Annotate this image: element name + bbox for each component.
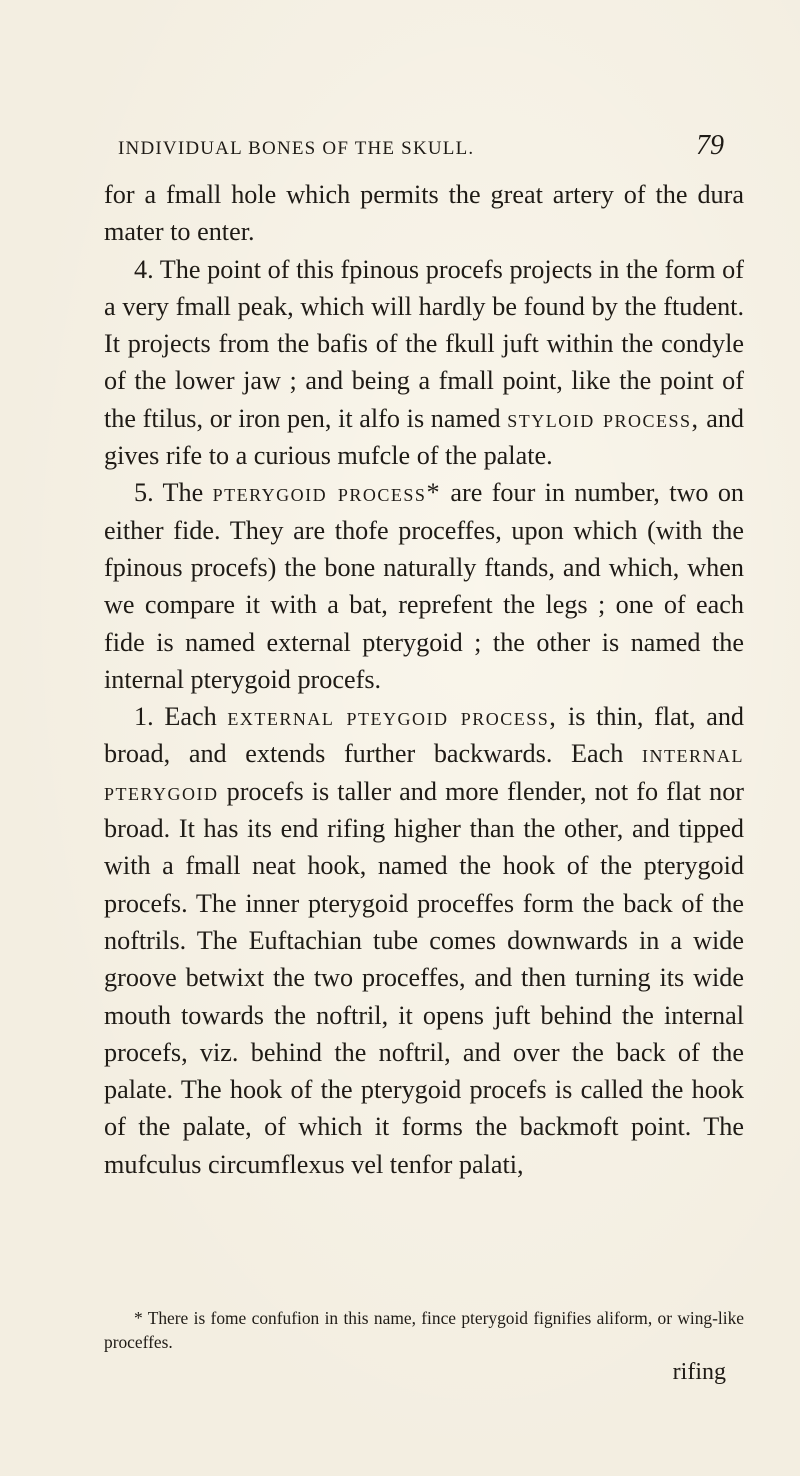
paragraph-3-start: 5. The bbox=[134, 478, 204, 508]
paragraph-external-internal bbox=[104, 698, 744, 1183]
paragraph-1-text: for a fmall hole which permits the great artery of the dura mater to enter. bbox=[104, 180, 744, 247]
paragraph-4-start: 1. Each bbox=[134, 702, 217, 732]
page-number: 79 bbox=[696, 130, 724, 161]
body-text bbox=[104, 176, 744, 1183]
term-styloid-process: styloid process, bbox=[507, 403, 700, 433]
page-header bbox=[118, 128, 724, 168]
paragraph-4-mid: is thin, flat, and broad, and extends further backwards. Each bbox=[104, 702, 745, 769]
catchword: rifing bbox=[672, 1359, 726, 1385]
paragraph-3-end: are four in number, two on either fide. They are thofe proceffes, upon which (with the fpinous procefs) the bone naturally ftands, and which, when we compare it with a bat, reprefent the legs ; one of each fide is named external pterygoid ; the other is named the internal pterygoid procefs. bbox=[104, 478, 745, 694]
term-pterygoid-process: pterygoid process* bbox=[212, 478, 442, 508]
running-head: INDIVIDUAL BONES OF THE SKULL. bbox=[118, 138, 475, 159]
paragraph-4-end: procefs is taller and more flender, not fo flat nor broad. It has its end rifing higher than the other, and tipped with a fmall neat hook, named the hook of the pterygoid procefs. The inner pterygoid proceffes form the back of the noftrils. The Euftachian tube comes downwards in a wide groove betwixt the two proceffes, and then turning its wide mouth towards the noftril, it opens juft behind the internal procefs, viz. behind the noftril, and over the back of the palate. The hook of the pterygoid procefs is called the hook of the palate, of which it forms the backmoft point. The mufculus circumflexus vel tenfor palati, bbox=[104, 776, 745, 1179]
footnote bbox=[104, 1306, 744, 1354]
paragraph-2-text: 4. The point of this fpinous procefs projects in the form of a very fmall peak, which will hardly be found by the ftudent. It projects from the bafis of the fkull juft within the condyle of the lower jaw ; and being a fmall point, like the point of the ftilus, or iron pen, it alfo is named bbox=[104, 254, 744, 433]
footnote-text: * There is fome confufion in this name, fince pterygoid fignifies aliform, or wing-like proceffes. bbox=[104, 1308, 744, 1352]
term-external-pterygoid: external pteygoid process, bbox=[227, 702, 558, 732]
paragraph-continuation bbox=[104, 176, 744, 251]
paragraph-pterygoid bbox=[104, 474, 744, 698]
paragraph-2-end: and gives rife to a curious mufcle of the palate. bbox=[104, 403, 745, 471]
term-internal-pterygoid: internal pterygoid bbox=[104, 739, 744, 806]
paragraph-styloid bbox=[104, 251, 744, 475]
